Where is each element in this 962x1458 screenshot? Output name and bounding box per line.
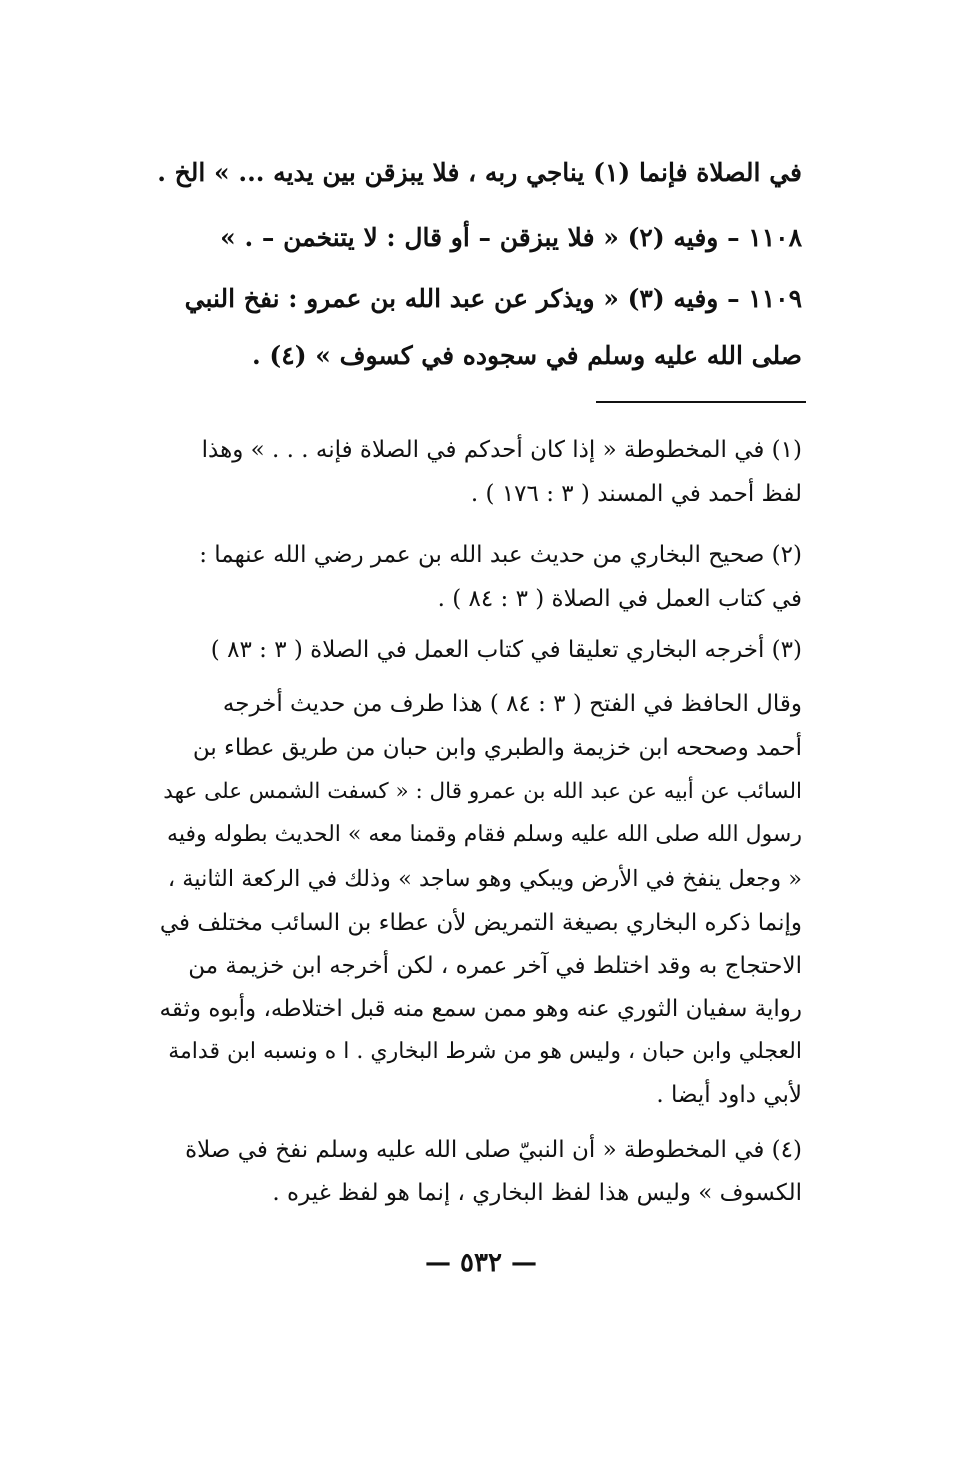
footnote-line: وإنما ذكره البخاري بصيغة التمريض لأن عطاء بن السائب مختلف في: [159, 910, 802, 936]
footnote-line: السائب عن أبيه عن عبد الله بن عمرو قال : « كسفت الشمس على عهد: [163, 779, 802, 804]
footnote-line: الكسوف » وليس هذا لفظ البخاري ، إنما هو لفظ غيره .: [272, 1180, 802, 1206]
footnote-line: رسول الله صلى الله عليه وسلم فقام وقمنا معه » الحديث بطوله وفيه: [167, 822, 802, 847]
footnote-line: (٤) في المخطوطة « أن النبيّ صلى الله عليه وسلم نفخ في صلاة: [185, 1137, 802, 1163]
main-text-line-3: ١١٠٩ – وفيه (٣) « ويذكر عن عبد الله بن عمرو : نفخ النبي: [184, 284, 802, 313]
main-text-line-2: ١١٠٨ – وفيه (٢) « فلا يبزقن – أو قال : لا يتنخمن – . »: [220, 223, 802, 252]
footnote-line: لأبي داود أيضا .: [656, 1082, 802, 1108]
footnote-line: أحمد وصححه ابن خزيمة والطبري وابن حبان من طريق عطاء بن: [192, 735, 802, 761]
footnote-line: « وجعل ينفخ في الأرض ويبكي وهو ساجد » وذلك في الركعة الثانية ،: [167, 866, 802, 892]
footnote-line: (٣) أخرجه البخاري تعليقا في كتاب العمل في الصلاة ( ٣ : ٨٣ ): [210, 637, 802, 663]
main-text-line-4: صلى الله عليه وسلم في سجوده في كسوف » (٤) .: [252, 341, 802, 370]
footnote-line: لفظ أحمد في المسند ( ٣ : ١٧٦ ) .: [470, 481, 802, 507]
footnote-line: (٢) صحيح البخاري من حديث عبد الله بن عمر رضي الله عنهما :: [199, 542, 802, 568]
footnote-separator: [596, 401, 806, 403]
footnote-line: في كتاب العمل في الصلاة ( ٣ : ٨٤ ) .: [437, 586, 802, 612]
footnote-line: العجلي وابن حبان ، وليس هو من شرط البخاري . ا ه ونسبه ابن قدامة: [168, 1039, 802, 1064]
footnote-line: وقال الحافظ في الفتح ( ٣ : ٨٤ ) هذا طرف من حديث أخرجه: [222, 691, 802, 717]
page-number: — ٥٣٢ —: [424, 1248, 538, 1278]
footnote-line: الاحتجاج به وقد اختلط في آخر عمره ، لكن أخرجه ابن خزيمة من: [188, 953, 802, 979]
footnote-line: (١) في المخطوطة « إذا كان أحدكم في الصلاة فإنه . . . » وهذا: [201, 437, 802, 463]
main-text-line-1: في الصلاة فإنما (١) يناجي ربه ، فلا يبزقن بين يديه ... » الخ .: [157, 158, 802, 187]
footnote-line: رواية سفيان الثوري عنه وهو ممن سمع منه قبل اختلاطه، وأبوه وثقه: [159, 996, 802, 1022]
